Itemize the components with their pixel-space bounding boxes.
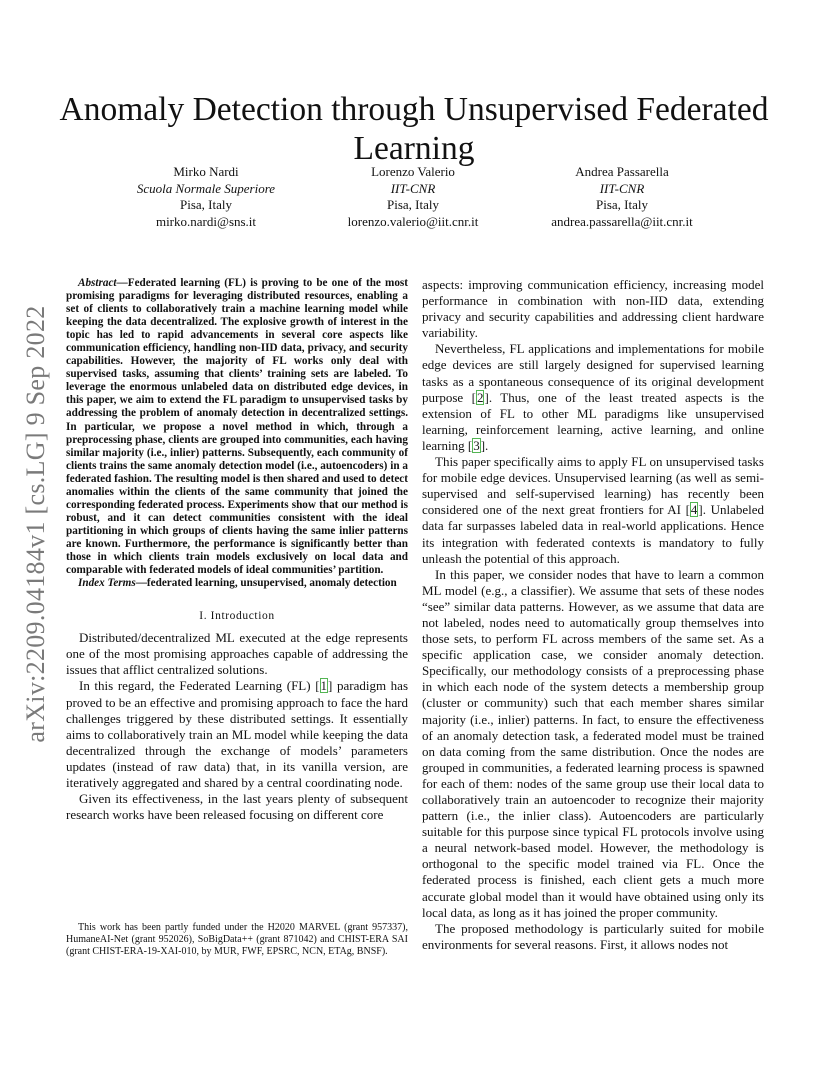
body-paragraph [422,341,764,454]
abstract-label: Abstract [78,277,117,289]
author-affiliation: IIT-CNR [390,180,436,196]
left-column [66,277,408,823]
author-email: andrea.passarella@iit.cnr.it [551,213,693,229]
author-location: Pisa, Italy [596,197,648,212]
paragraph-text: . [485,437,489,453]
citation-number[interactable]: 2 [476,389,484,405]
paragraph-text: This paper specifically aims to apply FL on unsupervised tasks for mobile edge devices. Unsupervised learning (as well as semi-supervised and self-supervised learning) has recently been considered one of the next great frontiers for AI [422,454,764,518]
citation-link[interactable]: [4] [685,502,703,518]
citation-link[interactable]: [3] [467,437,486,453]
author-block-3 [512,164,732,230]
author-name: Andrea Passarella [575,164,669,179]
body-paragraph: aspects: improving communication efficiency, increasing model performance in combination with non-IID data, extending privacy and security capabilities and addressing client hardware variability. [422,277,764,341]
body-paragraph: Given its effectiveness, in the last years plenty of subsequent research works have been released focusing on different core [66,791,408,823]
author-block-2 [303,164,523,230]
citation-number[interactable]: 3 [473,437,480,453]
author-affiliation: Scuola Normale Superiore [136,180,276,196]
index-terms-text: —federated learning, unsupervised, anomaly detection [135,577,397,590]
footnote: This work has been partly funded under the H2020 MARVEL (grant 957337), HumaneAI-Net (grant 952026), SoBigData++ (grant 871042) and CHIST-ERA SAI (grant CHIST-ERA-19-XAI-010, by MUR, FWF, EPSRC, NCN, ETAg, BNSF). [66,922,408,957]
paragraph-text: In this regard, the Federated Learning (FL) [79,678,316,694]
right-column [422,277,764,953]
author-email: lorenzo.valerio@iit.cnr.it [347,213,479,229]
citation-link[interactable]: [1] [315,678,333,694]
body-paragraph: Distributed/decentralized ML executed at the edge represents one of the most promising approaches capable of addressing the issues that afflict centralized solutions. [66,630,408,678]
paragraph-text: . Thus, one of the least treated aspects is the extension of FL to other ML paradigms like unsupervised learning, reinforcement learning, active learning, and online learning [422,389,764,453]
paper-title: Anomaly Detection through Unsupervised Federated Learning [59,91,769,168]
index-terms [66,577,408,590]
author-name: Lorenzo Valerio [371,164,455,179]
abstract [66,277,408,577]
paragraph-text: Nevertheless, FL applications and implementations for mobile edge devices are still largely designed for supervised learning tasks as a spontaneous consequence of its original development purpose [422,341,764,405]
body-paragraph [422,454,764,567]
citation-link[interactable]: [2] [471,389,489,405]
arxiv-side-stamp [16,292,56,756]
section-heading: I. Introduction [199,610,275,623]
index-terms-label: Index Terms [78,577,136,590]
author-block-1 [96,164,316,230]
body-paragraph [66,678,408,791]
abstract-text: —Federated learning (FL) is proving to be one of the most promising paradigms for leveraging distributed resources, enabling a set of clients to collaboratively train a machine learning model while keeping the data decentralized. The explosive growth of interest in the topic has led to rapid advancements in several core aspects like communication efficiency, handling non-IID data, privacy, and security capabilities. However, the majority of FL works only deal with supervised tasks, assuming that clients’ training sets are labeled. To leverage the enormous unlabeled data on distributed edge devices, in this paper, we aim to extend the FL paradigm to unsupervised tasks by addressing the problem of anomaly detection in decentralized settings. In particular, we propose a novel method in which, through a preprocessing phase, clients are grouped into communities, each having similar majority (i.e., inlier) patterns. Subsequently, each community of clients trains the same anomaly detection model (i.e., autoencoders) in a federated fashion. The resulting model is then shared and used to detect anomalies within the clients of the same community that joined the corresponding federated process. Experiments show that our method is robust, and it can detect communities consistent with the ideal partitioning in which groups of clients having the same inlier patterns are known. Furthermore, the performance is significantly better than those in which clients train models exclusively on local data and comparable with federated models of ideal communities’ partition. [66,277,408,577]
paragraph-text: . Unlabeled data far surpasses labeled data in real-world applications. Hence its integration with federated contexts is mandatory to fully unleash the potential of this approach. [422,502,764,566]
arxiv-identifier: arXiv:2209.04184v1 [cs.LG] 9 Sep 2022 [21,305,50,743]
author-affiliation: IIT-CNR [599,180,645,196]
paragraph-text: paradigm has proved to be an effective and promising approach to face the hard challenges triggered by these distributed settings. It essentially aims to collaboratively train an ML model while keeping the data decentralized through the exchange of models’ parameters updates (instead of raw data) that, in its vanilla version, are iteratively aggregated and shared by a central coordinating node. [66,678,409,790]
author-location: Pisa, Italy [180,197,232,212]
body-paragraph: In this paper, we consider nodes that have to learn a common ML model (e.g., a classifier). We assume that sets of these nodes “see” similar data patterns. However, as we assume that data are not labeled, nodes need to automatically group themselves into those sets, to perform FL across members of the same set. As a specific application case, we consider anomaly detection. Specifically, our methodology consists of a preprocessing phase in which each node of the system detects a membership group (cluster or community) such that each member shares similar majority (i.e., inlier) patterns. In fact, to ensure the effectiveness of an anomaly detection task, a federated model must be trained on data coming from the same distribution. Once the nodes are grouped in communities, a federated learning process is spawned for each of them: nodes of the same group use their local data to collaboratively train an autoencoder to recognize their majority pattern (i.e., the inlier class). Autoencoders are particularly suitable for this purpose since typical FL protocols involve using a neural network-based model. However, the methodology is orthogonal to the specific model trained via FL. Once the federated process is finished, each client gets a much more accurate global model than it would have obtained using only its local data, as long as it has joined the proper community. [422,566,764,920]
citation-number[interactable]: 1 [320,678,328,694]
citation-number[interactable]: 4 [690,502,698,518]
author-email: mirko.nardi@sns.it [155,213,257,229]
author-location: Pisa, Italy [387,197,439,212]
author-name: Mirko Nardi [173,164,239,179]
body-paragraph: The proposed methodology is particularly suited for mobile environments for several reasons. First, it allows nodes not [422,920,764,952]
